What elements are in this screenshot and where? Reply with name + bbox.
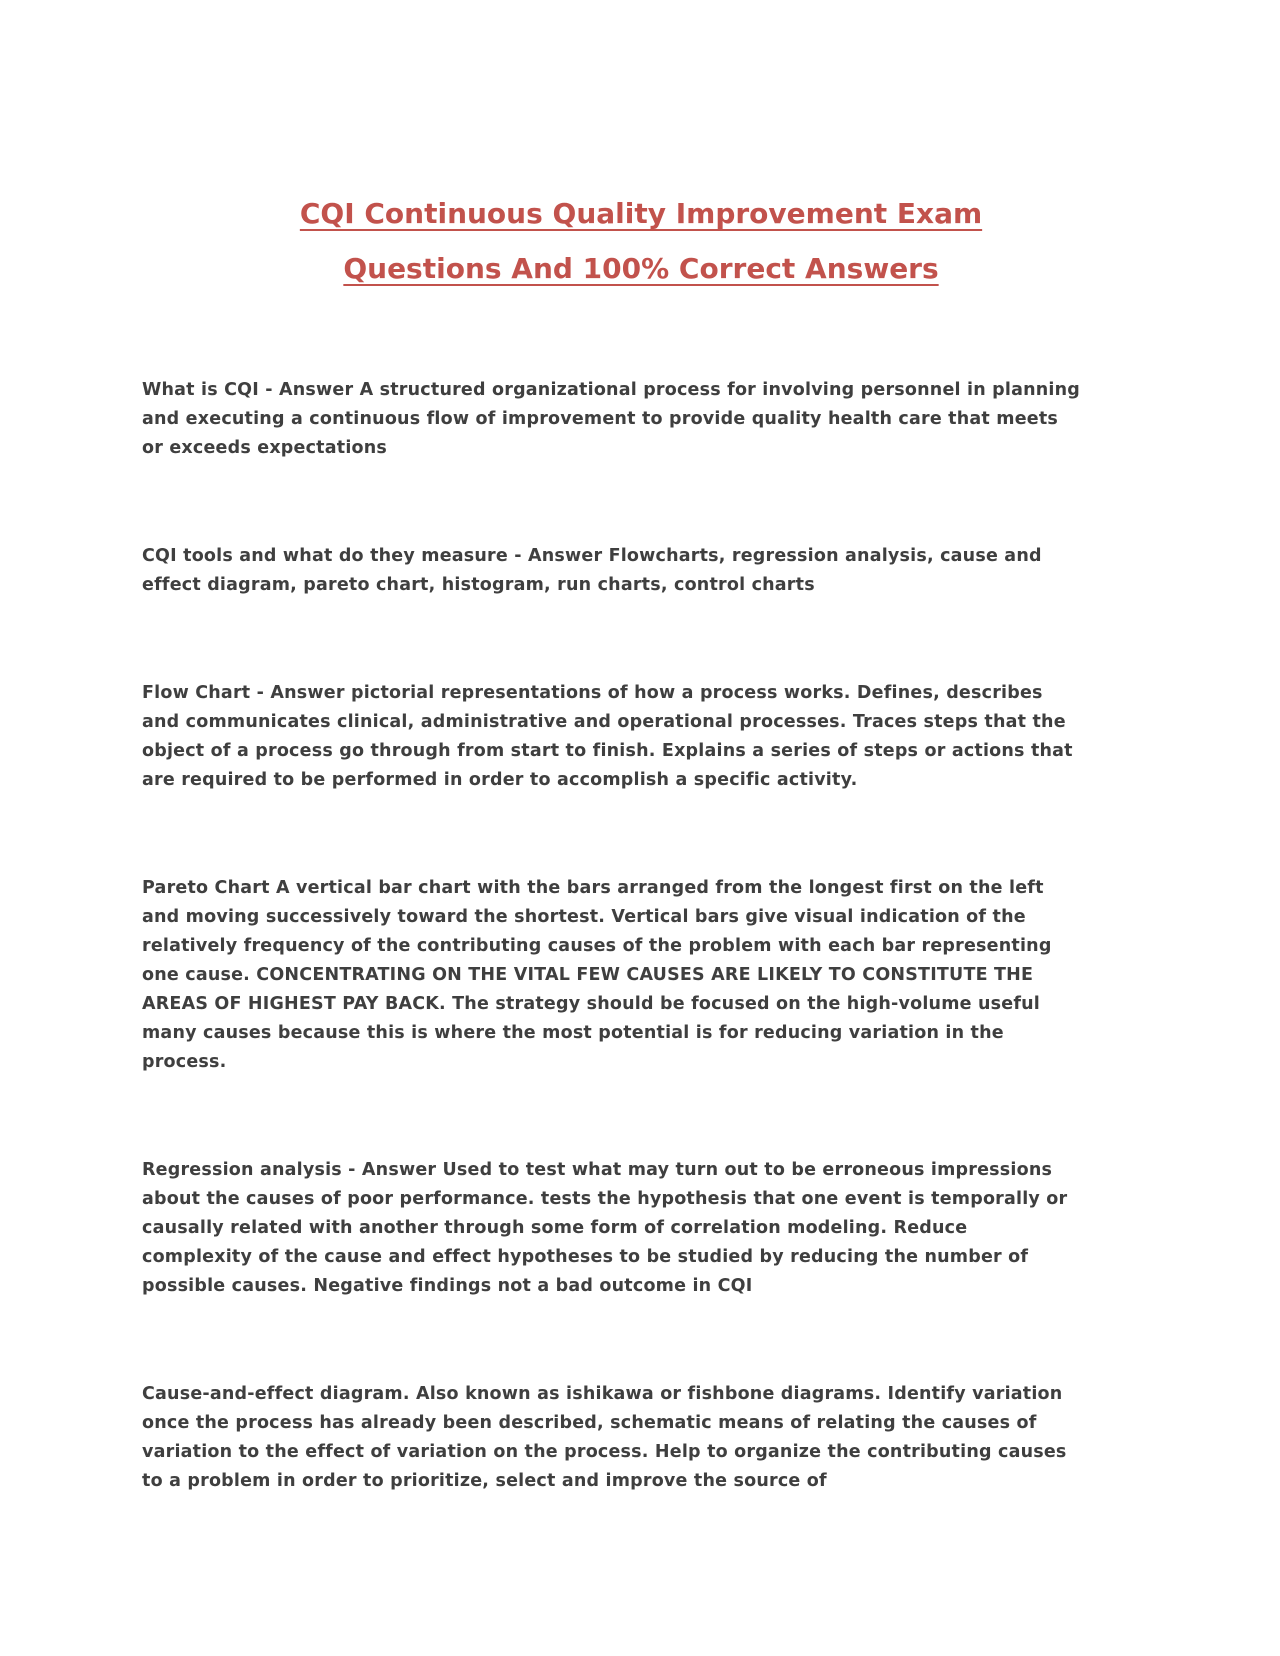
paragraph-what-is-cqi: What is CQI - Answer A structured organizational process for involving personnel in planning and executing a continuous flow of improvement to provide quality health care that meets or exceeds expectations xyxy=(142,380,1081,458)
paragraph-cqi-tools: CQI tools and what do they measure - Answer Flowcharts, regression analysis, cause and effect diagram, pareto chart, histogram, run charts, control charts xyxy=(142,546,1042,595)
document-body xyxy=(142,376,1082,1496)
document-title xyxy=(142,186,1140,296)
document-title-line-2: Questions And 100% Correct Answers xyxy=(343,252,939,285)
document-title-line-1: CQI Continuous Quality Improvement Exam xyxy=(299,197,983,230)
paragraph-regression-analysis: Regression analysis - Answer Used to test what may turn out to be erroneous impressions about the causes of poor performance. tests the hypothesis that one event is temporally or causally related with another through some form of correlation modeling. Reduce complexity of the cause and effect hypotheses to be studied by reducing the number of possible causes. Negative findings not a bad outcome in CQI xyxy=(142,1160,1068,1296)
paragraph-cause-and-effect-diagram: Cause-and-effect diagram. Also known as ishikawa or fishbone diagrams. Identify variation once the process has already been described, schematic means of relating the causes of variation to the effect of variation on the process. Help to organize the contributing causes to a problem in order to prioritize, select and improve the source of xyxy=(142,1384,1067,1491)
paragraph-flow-chart: Flow Chart - Answer pictorial representations of how a process works. Defines, describes and communicates clinical, administrative and operational processes. Traces steps that the object of a process go through from start to finish. Explains a series of steps or actions that are required to be performed in order to accomplish a specific activity. xyxy=(142,683,1073,790)
paragraph-pareto-chart: Pareto Chart A vertical bar chart with the bars arranged from the longest first on the left and moving successively toward the shortest. Vertical bars give visual indication of the relatively frequency of the contributing causes of the problem with each bar representing one cause. CONCENTRATING ON THE VITAL FEW CAUSES ARE LIKELY TO CONSTITUTE THE AREAS OF HIGHEST PAY BACK. The strategy should be focused on the high-volume useful many causes because this is where the most potential is for reducing variation in the process. xyxy=(142,878,1052,1072)
